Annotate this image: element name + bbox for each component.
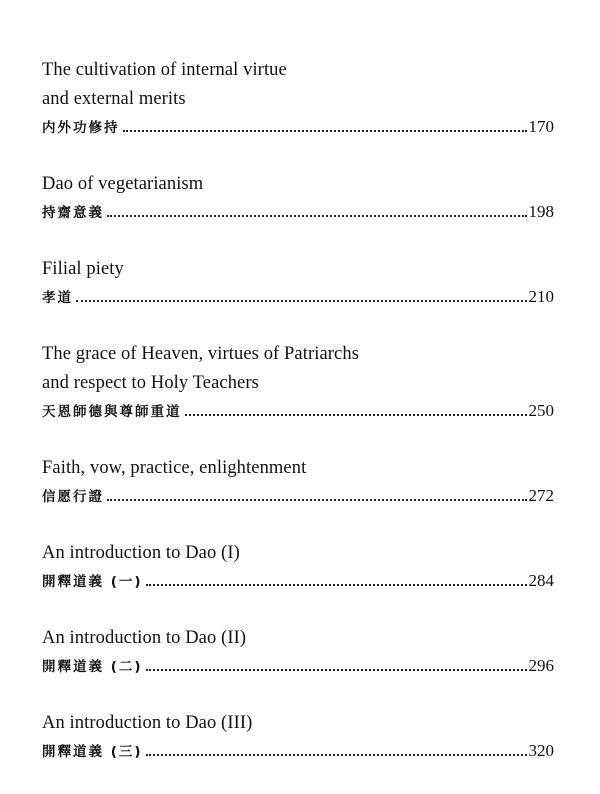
entry-title-line: An introduction to Dao (II)	[42, 628, 247, 648]
entry-leader-row	[42, 399, 554, 424]
entry-title-line: The cultivation of internal virtue	[42, 60, 287, 80]
entry-leader-row	[42, 484, 554, 509]
dot-leader	[146, 584, 527, 586]
toc-entry	[42, 539, 554, 594]
entry-leader-row	[42, 569, 554, 594]
entry-title-line: An introduction to Dao (I)	[42, 543, 240, 563]
entry-leader-row	[42, 285, 554, 310]
dot-leader	[76, 300, 527, 302]
entry-title-line: Filial piety	[42, 259, 124, 279]
toc-entry	[42, 624, 554, 679]
dot-leader	[107, 499, 527, 501]
entry-title-line: The grace of Heaven, virtues of Patriarchs	[42, 344, 360, 364]
entry-leader-row	[42, 654, 554, 679]
entry-page-number: 272	[528, 486, 554, 505]
entry-page-number: 320	[528, 741, 554, 760]
entry-title-line: Dao of vegetarianism	[42, 174, 204, 194]
toc-entry	[42, 56, 554, 140]
entry-page-number: 296	[528, 656, 554, 675]
toc-entry	[42, 340, 554, 424]
toc-entry	[42, 255, 554, 310]
entry-title-line: Faith, vow, practice, enlightenment	[42, 458, 307, 478]
entry-page-number: 170	[528, 117, 554, 136]
entry-title-line: An introduction to Dao (III)	[42, 713, 253, 733]
entry-title-line: and external merits	[42, 89, 186, 109]
entry-chinese-title: 開釋道義 (一)	[42, 574, 143, 590]
entry-title-line: and respect to Holy Teachers	[42, 373, 259, 393]
toc-entry	[42, 709, 554, 764]
entry-chinese-title: 信愿行證	[42, 489, 104, 505]
entry-chinese-title: 天恩師德與尊師重道	[42, 404, 182, 420]
entry-page-number: 284	[528, 571, 554, 590]
table-of-contents	[42, 56, 554, 794]
entry-leader-row	[42, 115, 554, 140]
entry-page-number: 210	[528, 287, 554, 306]
entry-chinese-title: 開釋道義 (二)	[42, 659, 143, 675]
entry-leader-row	[42, 200, 554, 225]
entry-page-number: 198	[528, 202, 554, 221]
entry-chinese-title: 開釋道義 (三)	[42, 744, 143, 760]
dot-leader	[185, 414, 527, 416]
toc-entry	[42, 170, 554, 225]
dot-leader	[146, 754, 527, 756]
toc-entry	[42, 454, 554, 509]
entry-chinese-title: 持齋意義	[42, 205, 104, 221]
entry-chinese-title: 孝道	[42, 290, 73, 306]
entry-leader-row	[42, 739, 554, 764]
entry-page-number: 250	[528, 401, 554, 420]
dot-leader	[146, 669, 527, 671]
entry-chinese-title: 内外功修持	[42, 120, 120, 136]
dot-leader	[123, 130, 527, 132]
dot-leader	[107, 215, 527, 217]
